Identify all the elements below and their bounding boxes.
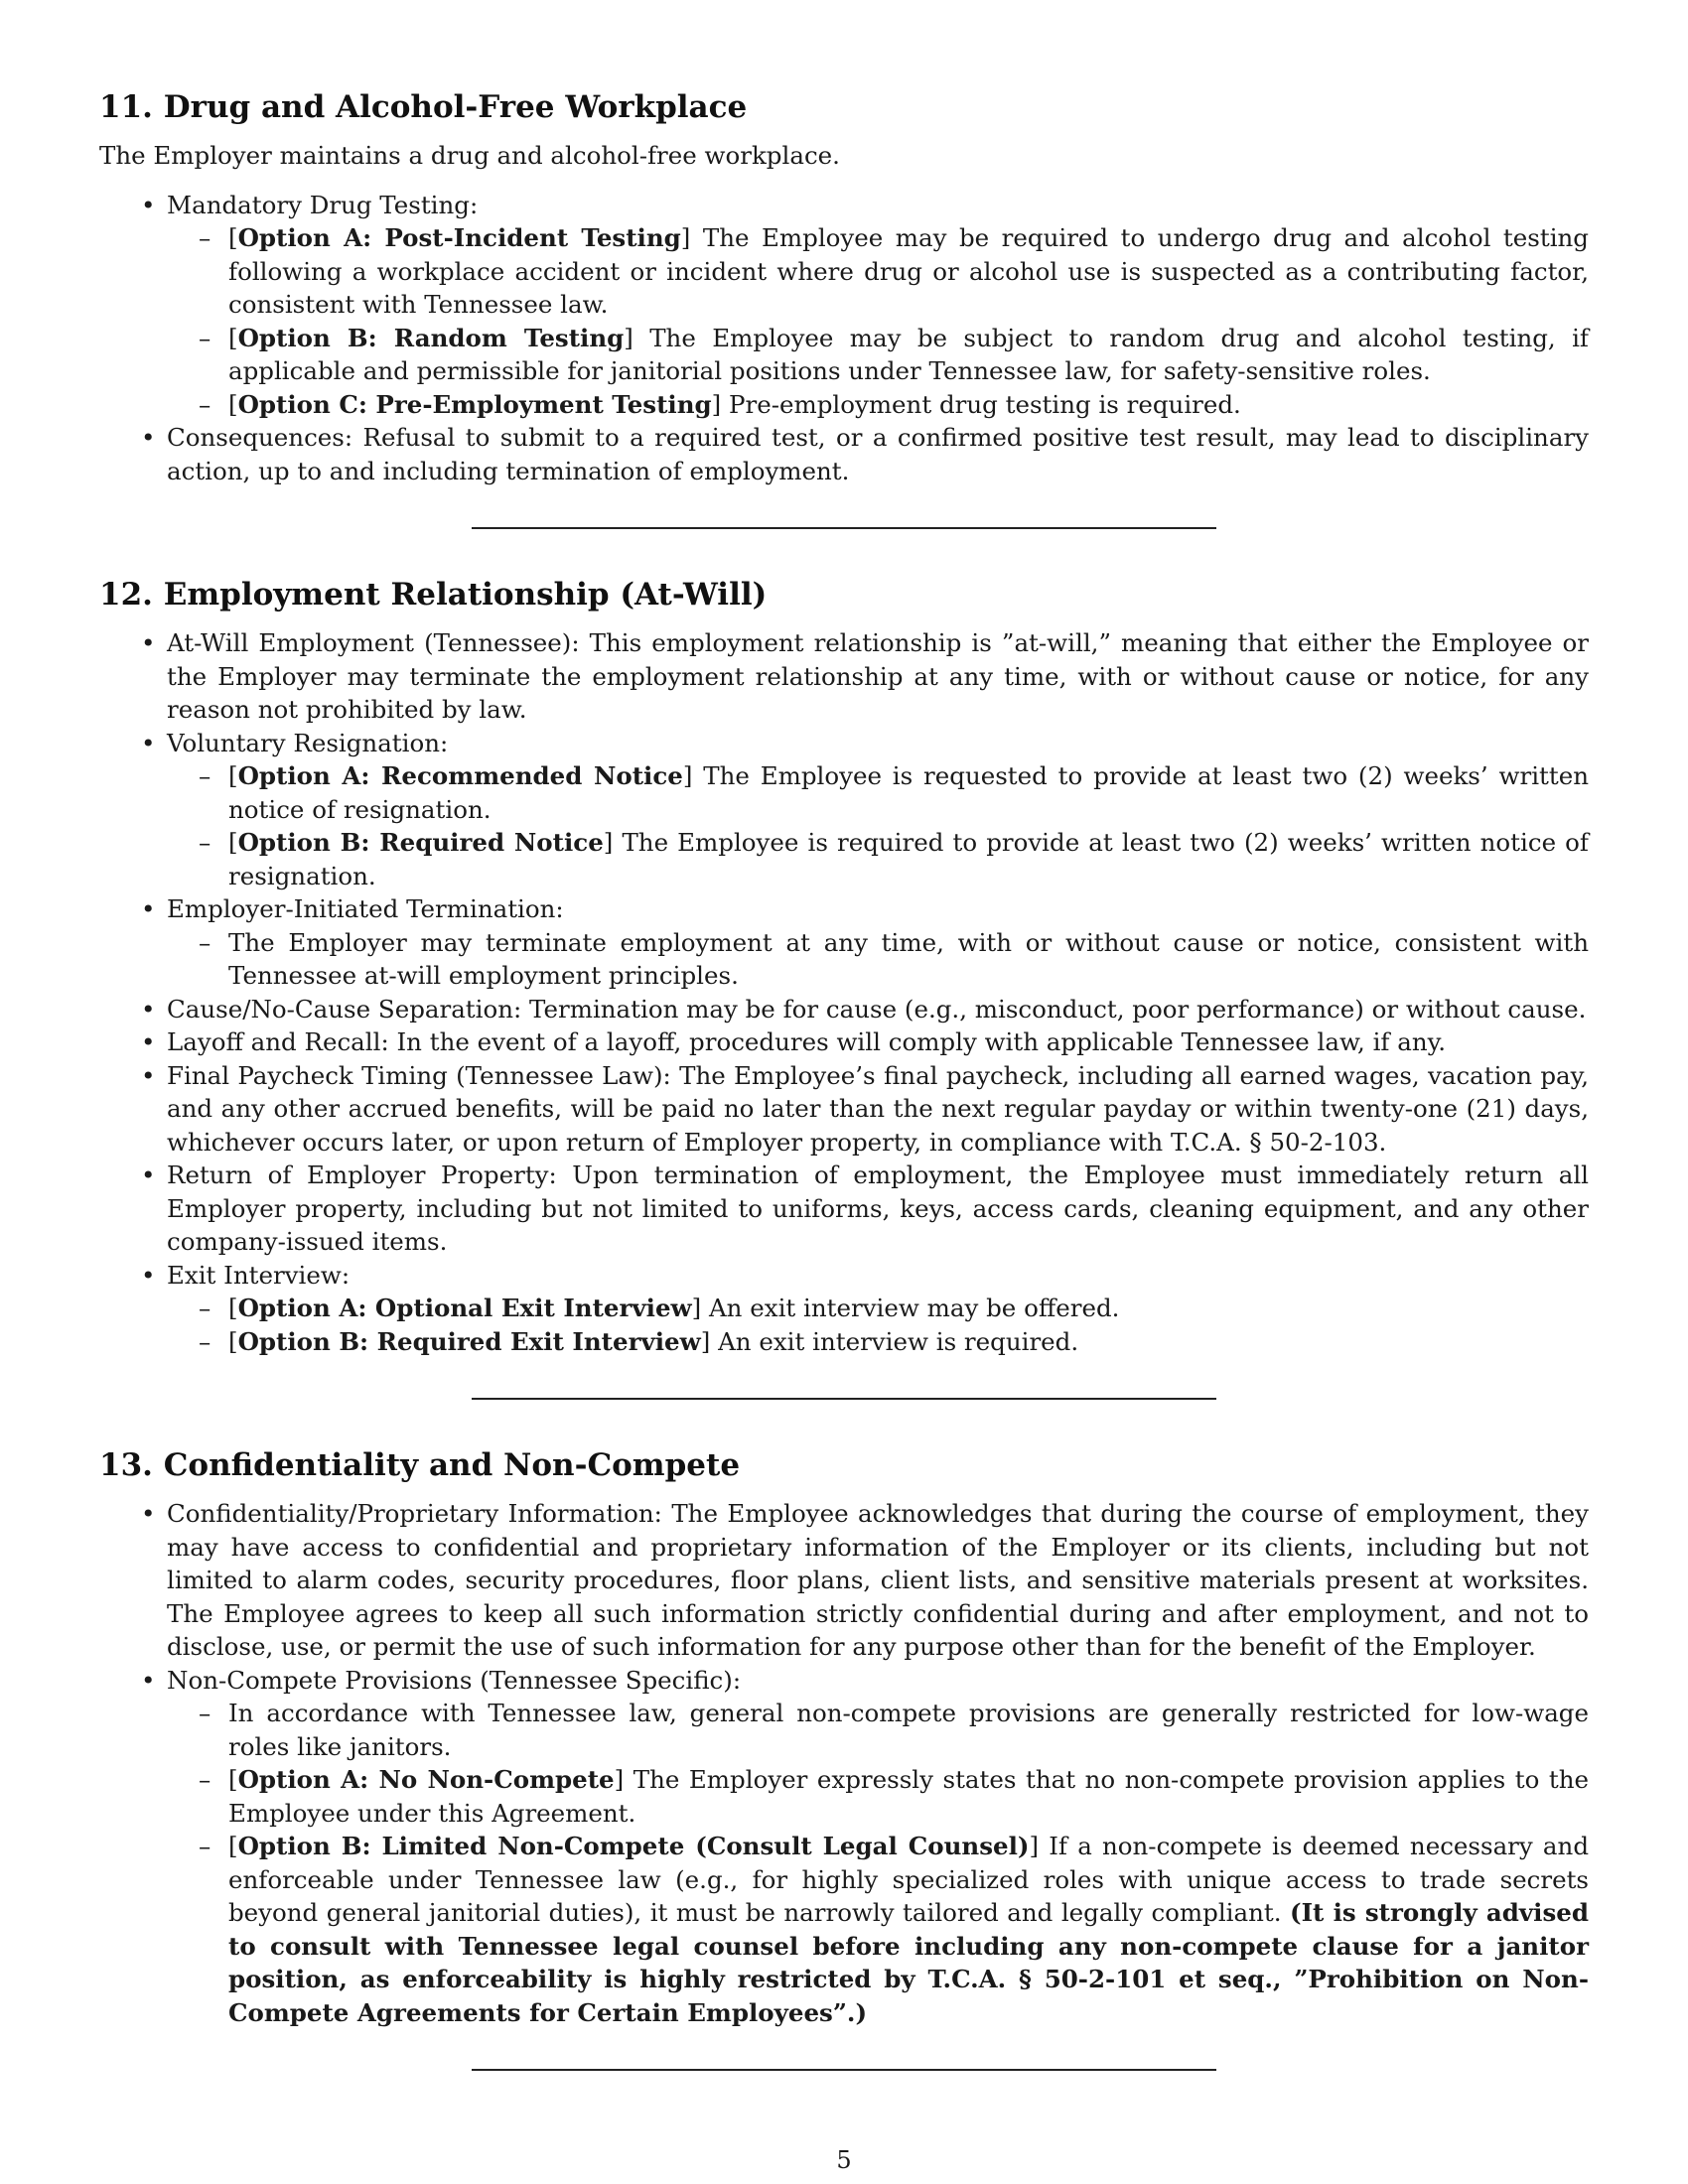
section-13-heading: 13. Confidentiality and Non-Compete bbox=[99, 1447, 741, 1483]
page-number: 5 bbox=[836, 2146, 852, 2174]
termination-details bbox=[167, 926, 1589, 993]
list-item bbox=[167, 1259, 1589, 1359]
list-item bbox=[167, 892, 1589, 993]
option-text: Pre-employment drug testing is required. bbox=[721, 389, 1241, 419]
option-label: Option B: Required Exit Interview bbox=[237, 1326, 701, 1356]
section-divider bbox=[472, 1398, 1216, 1400]
list-item bbox=[167, 727, 1589, 893]
list-item bbox=[167, 1664, 1589, 2030]
section-divider bbox=[472, 2069, 1216, 2071]
option-text: The Employee is requested to provide at least two (2) weeks’ written notice of resignation. bbox=[228, 761, 1590, 824]
section-11-intro: The Employer maintains a drug and alcohol-free workplace. bbox=[99, 141, 840, 170]
termination-label: Employer-Initiated Termination: bbox=[167, 894, 564, 923]
option-text: The Employee is required to provide at least two (2) weeks’ written notice of resignation. bbox=[228, 828, 1589, 890]
list-item: – [Option C: Pre-Employment Testing] Pre-employment drug testing is required. bbox=[228, 388, 1589, 422]
option-label: Option B: Limited Non-Compete (Consult Legal Counsel) bbox=[237, 1832, 1030, 1860]
section-12-list bbox=[99, 626, 1589, 1358]
list-item: – [Option A: Optional Exit Interview] An exit interview may be offered. bbox=[228, 1292, 1589, 1325]
exit-interview-label: Exit Interview: bbox=[167, 1260, 351, 1290]
option-label: Option A: Recommended Notice bbox=[237, 761, 683, 790]
list-item: • At-Will Employment (Tennessee): This employment relationship is ”at-will,” meaning that either the Employee or the Employer may terminate the employment relationship at any time, with or without cause or notice, for any reason not prohibited by law. bbox=[167, 626, 1589, 727]
resignation-label: Voluntary Resignation: bbox=[167, 728, 449, 757]
list-item: – [Option B: Required Notice] The Employee is required to provide at least two (2) weeks’ written notice of resignation. bbox=[228, 826, 1589, 892]
option-label: Option A: Post-Incident Testing bbox=[237, 223, 681, 252]
option-text: The Employee may be required to undergo drug and alcohol testing following a workplace accident or incident where drug or alcohol use is suspected as a contributing factor, consistent with Tennessee law. bbox=[228, 223, 1589, 319]
list-item: – [Option A: Post-Incident Testing] The Employee may be required to undergo drug and alcohol testing following a workplace accident or incident where drug or alcohol use is suspected as a contributing factor, consistent with Tennessee law. bbox=[228, 221, 1589, 322]
section-12-heading: 12. Employment Relationship (At-Will) bbox=[99, 577, 768, 613]
list-item: • Final Paycheck Timing (Tennessee Law): The Employee’s final paycheck, including all earned wages, vacation pay, and any other accrued benefits, will be paid no later than the next regular payday or within twenty-one (21) days, whichever occurs later, or upon return of Employer property, in compliance with T.C.A. § 50-2-103. bbox=[167, 1059, 1589, 1160]
list-item: • Consequences: Refusal to submit to a required test, or a confirmed positive test result, may lead to disciplinary action, up to and including termination of employment. bbox=[167, 421, 1589, 487]
option-text: An exit interview is required. bbox=[710, 1326, 1079, 1356]
option-text: If a non-compete is deemed necessary and enforceable under Tennessee law (e.g., for highly specialized roles with unique access to trade secrets beyond general janitorial duties), it must be narrowly tailored and legally compliant. bbox=[228, 1832, 1590, 1927]
list-item: – [Option A: No Non-Compete] The Employer expressly states that no non-compete provision applies to the Employee under this Agreement. bbox=[228, 1763, 1589, 1830]
noncompete-label: Non-Compete Provisions (Tennessee Specific): bbox=[167, 1665, 742, 1695]
option-label: Option A: Optional Exit Interview bbox=[237, 1294, 692, 1322]
drug-testing-options bbox=[167, 221, 1589, 421]
drug-testing-label: Mandatory Drug Testing: bbox=[167, 190, 479, 219]
section-divider bbox=[472, 527, 1216, 529]
option-text: The Employee may be subject to random drug and alcohol testing, if applicable and permissible for janitorial positions under Tennessee law, for safety-sensitive roles. bbox=[228, 323, 1589, 385]
option-label: Option B: Random Testing bbox=[237, 323, 625, 352]
list-item: – [Option A: Recommended Notice] The Employee is requested to provide at least two (2) weeks’ written notice of resignation. bbox=[228, 759, 1589, 826]
resignation-options bbox=[167, 759, 1589, 892]
exit-interview-options bbox=[167, 1292, 1589, 1358]
noncompete-options bbox=[167, 1697, 1589, 2029]
option-text: The Employer expressly states that no non-compete provision applies to the Employee under this Agreement. bbox=[228, 1765, 1590, 1828]
option-label: Option C: Pre-Employment Testing bbox=[237, 389, 712, 419]
list-item: • Return of Employer Property: Upon termination of employment, the Employee must immediately return all Employer property, including but not limited to uniforms, keys, access cards, cleaning equipment, and any other company-issued items. bbox=[167, 1159, 1589, 1259]
list-item: – [Option B: Random Testing] The Employee may be subject to random drug and alcohol testing, if applicable and permissible for janitorial positions under Tennessee law, for safety-sensitive roles. bbox=[228, 322, 1589, 388]
list-item: – The Employer may terminate employment at any time, with or without cause or notice, consistent with Tennessee at-will employment principles. bbox=[228, 926, 1589, 993]
option-label: Option A: No Non-Compete bbox=[237, 1765, 615, 1794]
list-item: – In accordance with Tennessee law, general non-compete provisions are generally restricted for low-wage roles like janitors. bbox=[228, 1697, 1589, 1763]
list-item: • Layoff and Recall: In the event of a layoff, procedures will comply with applicable Tennessee law, if any. bbox=[167, 1025, 1589, 1059]
section-11-list bbox=[99, 189, 1589, 488]
option-text: An exit interview may be offered. bbox=[701, 1294, 1120, 1322]
list-item: – [Option B: Required Exit Interview] An exit interview is required. bbox=[228, 1325, 1589, 1359]
section-13-list bbox=[99, 1497, 1589, 2029]
legal-counsel-warning: (It is strongly advised to consult with Tennessee legal counsel before including any non-compete clause for a janitor position, as enforceability is highly restricted by T.C.A. § 50-2-101 et seq., ”Prohibition on Non-Compete Agreements for Certain Employees”.) bbox=[228, 1898, 1589, 2027]
option-label: Option B: Required Notice bbox=[237, 828, 604, 857]
list-item: – [Option B: Limited Non-Compete (Consult Legal Counsel)] If a non-compete is deemed necessary and enforceable under Tennessee law (e.g., for highly specialized roles with unique access to trade secrets beyond general janitorial duties), it must be narrowly tailored and legally compliant. (It is strongly advised to consult with Tennessee legal counsel before including any non-compete clause for a janitor position, as enforceability is highly restricted by T.C.A. § 50-2-101 et seq., ”Prohibition on Non-Compete Agreements for Certain Employees”.) bbox=[228, 1830, 1589, 2029]
section-11-heading: 11. Drug and Alcohol-Free Workplace bbox=[99, 89, 748, 125]
list-item bbox=[167, 189, 1589, 422]
list-item: • Confidentiality/Proprietary Information: The Employee acknowledges that during the course of employment, they may have access to confidential and proprietary information of the Employer or its clients, including but not limited to alarm codes, security procedures, floor plans, client lists, and sensitive materials present at worksites. The Employee agrees to keep all such information strictly confidential during and after employment, and not to disclose, use, or permit the use of such information for any purpose other than for the benefit of the Employer. bbox=[167, 1497, 1589, 1664]
list-item: • Cause/No-Cause Separation: Termination may be for cause (e.g., misconduct, poor performance) or without cause. bbox=[167, 993, 1589, 1026]
